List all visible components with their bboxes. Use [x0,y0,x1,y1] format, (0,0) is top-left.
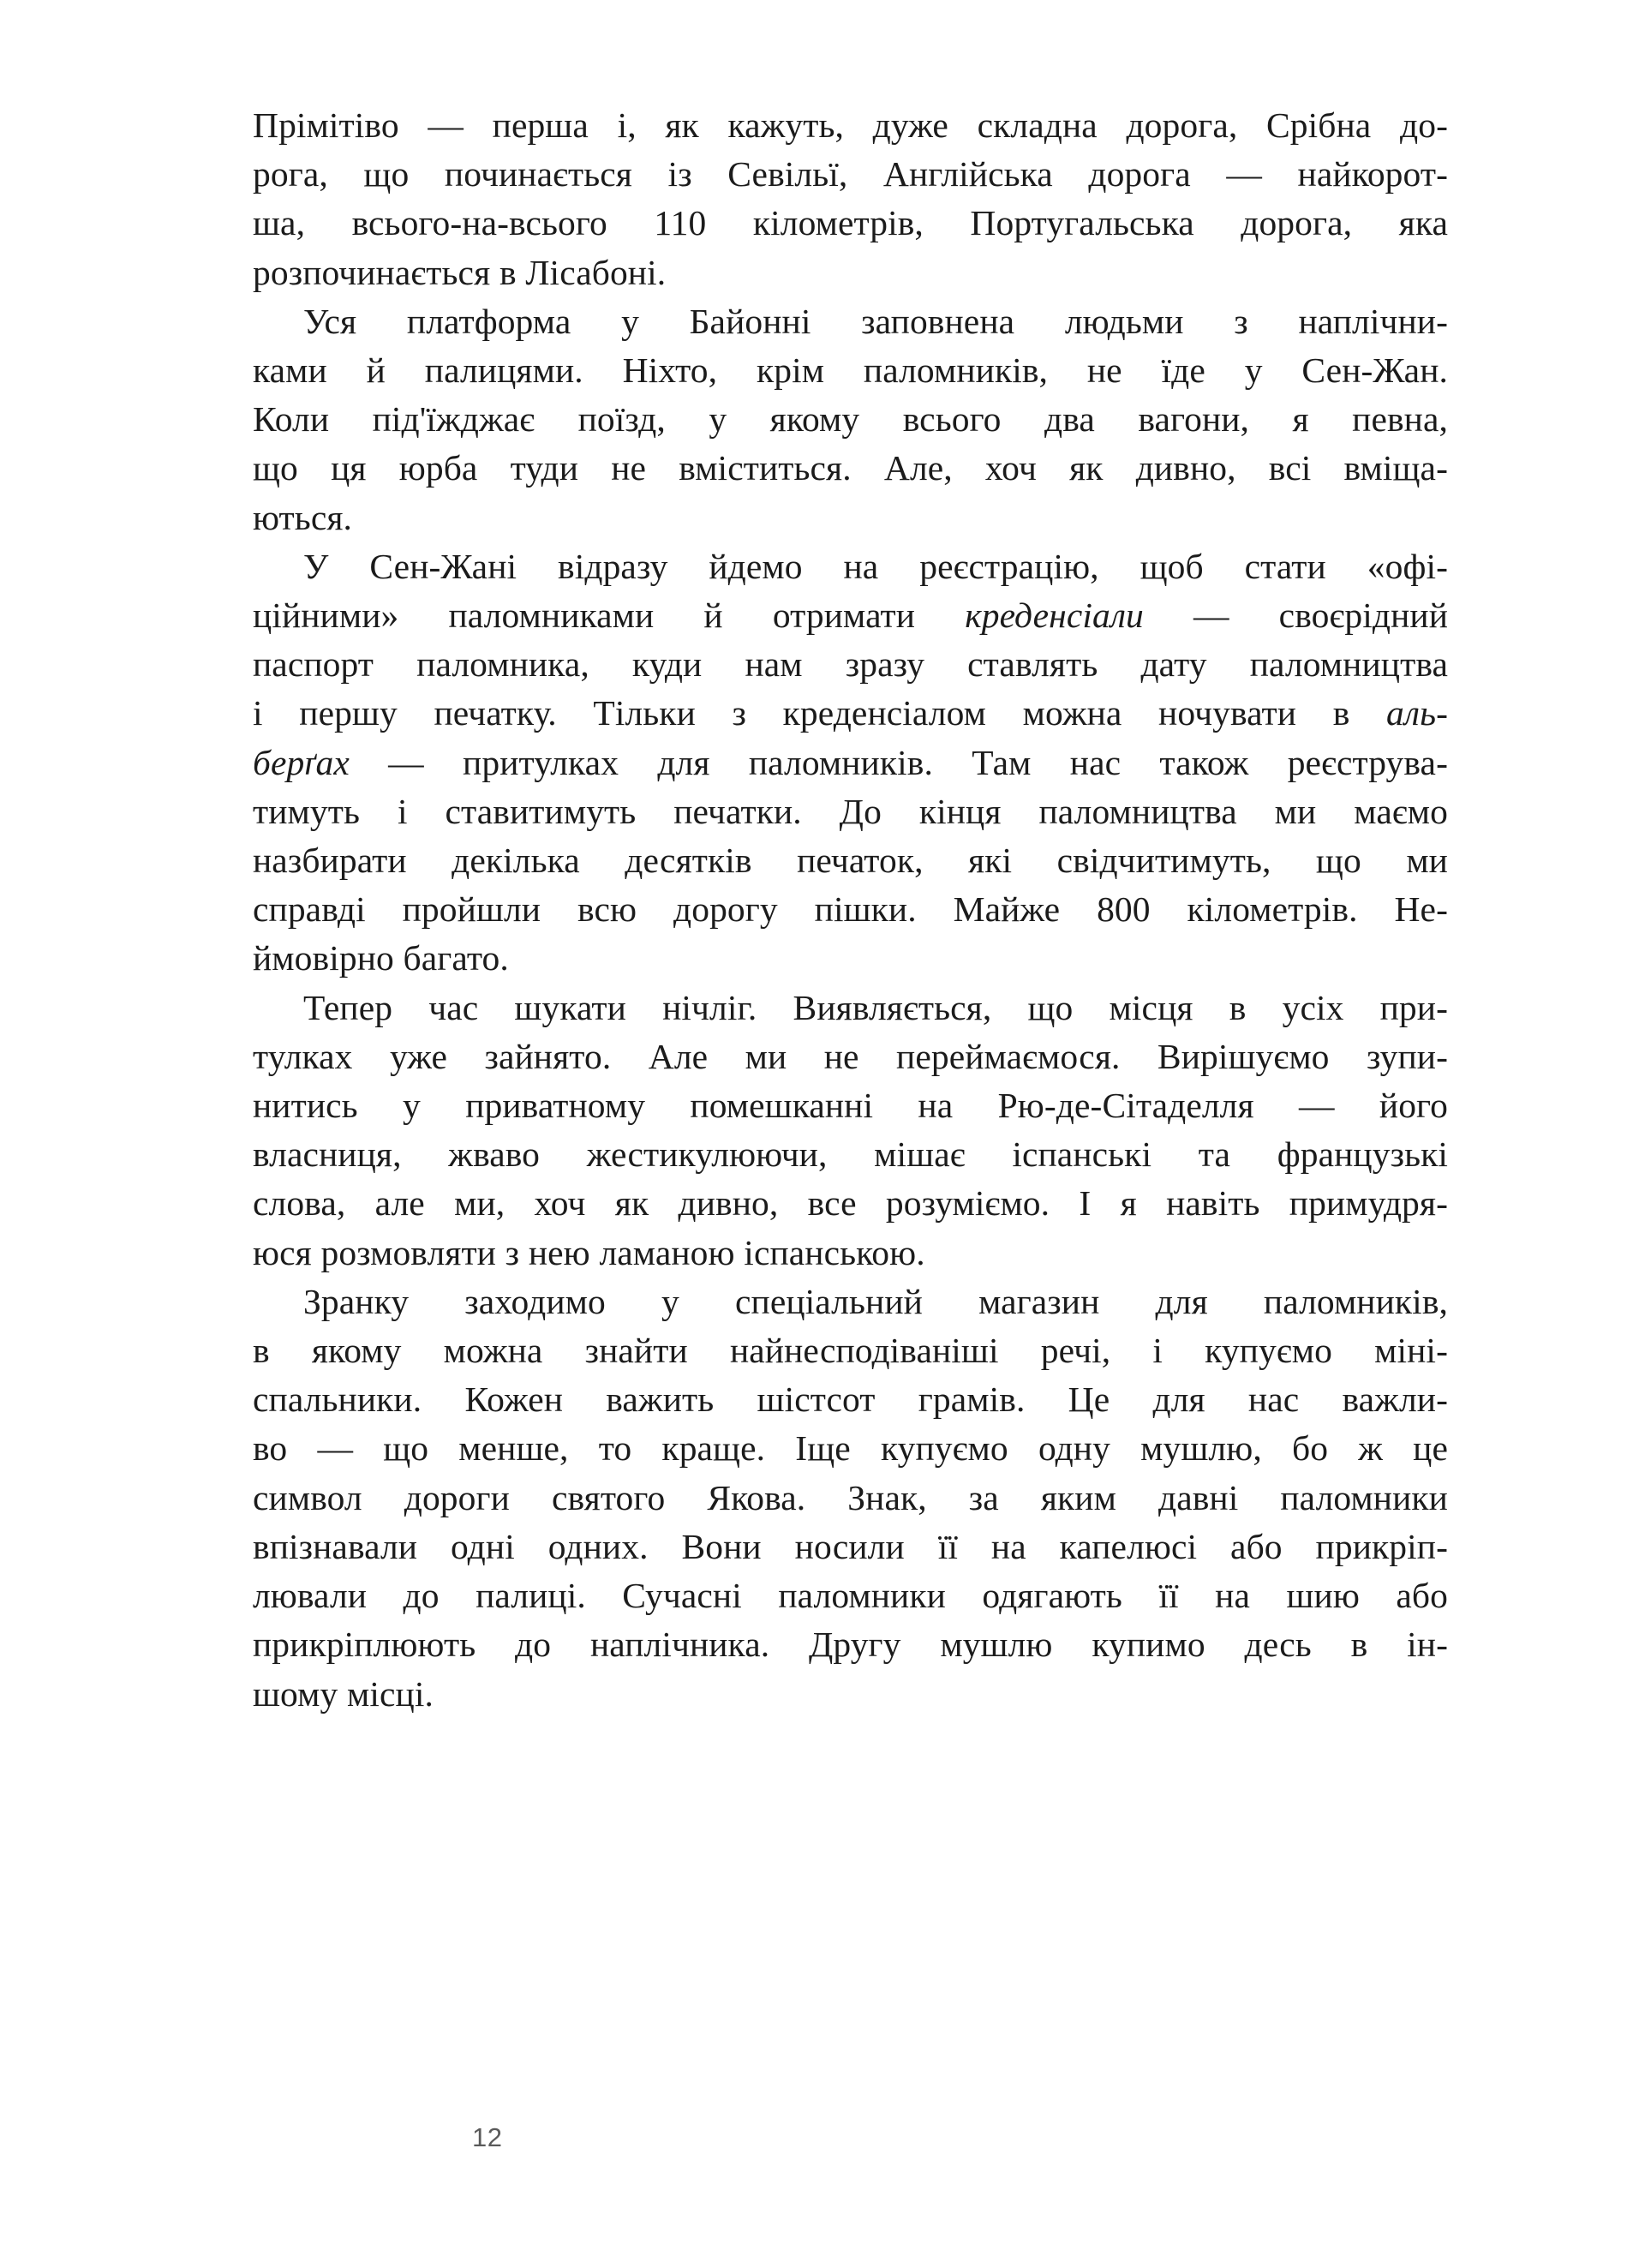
paragraph-5 [253,1278,1448,1719]
text-line-with-italic: і першу печатку. Тільки з креденсіалом можна ночувати в аль- [253,693,1448,733]
text-line: впізнавали одні одних. Вони носили її на капелюсі або прикріп- [253,1526,1448,1566]
text-line: нитись у приватному помешканні на Рю-де-Сітаделля — його [253,1086,1448,1126]
page-text-block [253,101,1448,1719]
text-line: тулках уже зайнято. Але ми не переймаємося. Вирішуємо зупи- [253,1036,1448,1076]
paragraph-2 [253,297,1448,542]
text-line: ками й палицями. Ніхто, крім паломників, не їде у Сен-Жан. [253,350,1448,391]
text-line: ються. [253,497,353,537]
text-line-with-italic: ційними» паломниками й отримати креденсіали — своєрідний [253,595,1448,636]
text-line: ша, всього-на-всього 110 кілометрів, Португальська дорога, яка [253,203,1448,243]
text-line-with-italic: берґах — притулках для паломників. Там нас також реєструва- [253,742,1448,782]
text-line: Зранку заходимо у спеціальний магазин для паломників, [303,1281,1448,1321]
text-line: слова, але ми, хоч як дивно, все розуміємо. І я навіть примудря- [253,1183,1448,1224]
text-line: спальники. Кожен важить шістсот грамів. Це для нас важли- [253,1379,1448,1420]
text-line: власниця, жваво жестикулюючи, мішає іспанські та французькі [253,1134,1448,1175]
text-line: шому місці. [253,1673,434,1714]
text-line: юся розмовляти з нею ламаною іспанською. [253,1232,925,1272]
italic-term: аль- [1386,693,1448,733]
text-line: Прімітіво — перша і, як кажуть, дуже складна дорога, Срібна до- [253,105,1448,145]
paragraph-1 [253,101,1448,297]
text-line: ймовірно багато. [253,938,509,978]
paragraph-4 [253,984,1448,1278]
text-line: Коли під'їжджає поїзд, у якому всього два вагони, я певна, [253,399,1448,440]
text-line: во — що менше, то краще. Іще купуємо одну мушлю, бо ж це [253,1428,1448,1469]
italic-term: креденсіали [965,595,1144,636]
text-line: паспорт паломника, куди нам зразу ставлять дату паломництва [253,644,1448,685]
page-number: 12 [472,2122,503,2152]
italic-term: берґах [253,742,350,782]
text-line: лювали до палиці. Сучасні паломники одягають її на шию або [253,1576,1448,1616]
text-line: що ця юрба туди не вміститься. Але, хоч як дивно, всі вміща- [253,448,1448,488]
text-line: справді пройшли всю дорогу пішки. Майже 800 кілометрів. Не- [253,889,1448,930]
text-line: прикріплюють до наплічника. Другу мушлю купимо десь в ін- [253,1625,1448,1665]
text-line: назбирати декілька десятків печаток, які свідчитимуть, що ми [253,841,1448,881]
text-line: рога, що починається із Севільї, Англійська дорога — найкорот- [253,154,1448,194]
paragraph-3 [253,542,1448,984]
text-line: Уся платформа у Байонні заповнена людьми з наплічни- [303,301,1448,341]
text-line: розпочинається в Лісабоні. [253,252,667,292]
text-line: Тепер час шукати нічліг. Виявляється, що місця в усіх при- [303,987,1448,1027]
text-line: в якому можна знайти найнесподіваніші речі, і купуємо міні- [253,1331,1448,1371]
text-line: У Сен-Жані відразу йдемо на реєстрацію, щоб стати «офі- [303,546,1448,586]
text-line: символ дороги святого Якова. Знак, за яким давні паломники [253,1477,1448,1517]
text-line: тимуть і ставитимуть печатки. До кінця паломництва ми маємо [253,791,1448,831]
